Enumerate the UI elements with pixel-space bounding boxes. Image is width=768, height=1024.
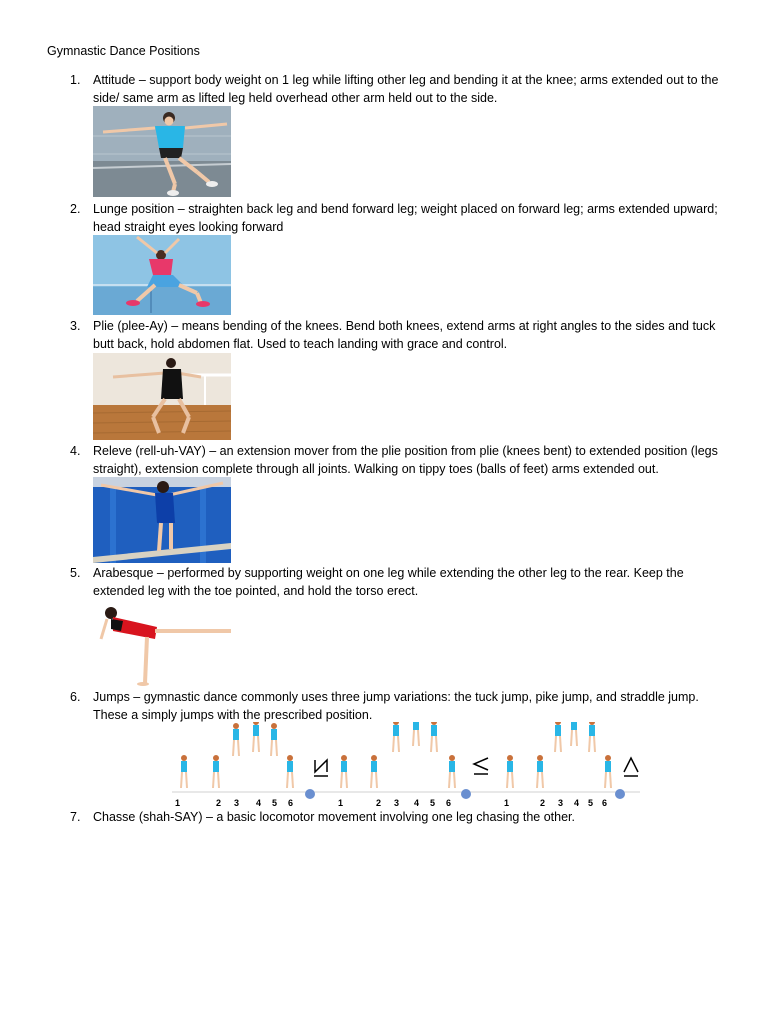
jump-step-label: 4 — [256, 798, 262, 808]
item-text: Attitude – support body weight on 1 leg while lifting other leg and bending it at the knee; arms extended out to the side/ same arm as lifted leg held overhead other arm held out to the side. — [93, 73, 719, 105]
jump-step-label: 2 — [376, 798, 382, 808]
item-number: 4. — [70, 444, 81, 458]
item-number: 2. — [70, 202, 81, 216]
item-number: 6. — [70, 690, 81, 704]
item-text: Arabesque – performed by supporting weight on one leg while extending the other leg to the rear. Keep the extended leg with the toe pointed, and hold the torso erect. — [93, 566, 684, 598]
jump-step-label: 3 — [234, 798, 240, 808]
jump-step-label: 3 — [558, 798, 564, 808]
attitude-photo — [93, 106, 231, 197]
jump-step-label: 3 — [394, 798, 400, 808]
jump-step-label: 5 — [272, 798, 278, 808]
jump-sequence-illustration — [172, 722, 640, 808]
item-text: Releve (rell-uh-VAY) – an extension mover from the plie position from plie (knees bent) to extended position (legs straight), extension complete through all joints. Walking on tippy toes (balls of feet) arms extended out. — [93, 444, 718, 476]
jump-step-label: 5 — [588, 798, 594, 808]
item-text: Plie (plee-Ay) – means bending of the knees. Bend both knees, extend arms at right angles to the sides and tuck butt back, hold abdomen flat. Used to teach landing with grace and control. — [93, 319, 716, 351]
jump-step-label: 1 — [175, 798, 181, 808]
list-item — [70, 688, 725, 724]
item-number: 7. — [70, 810, 81, 824]
item-number: 1. — [70, 73, 81, 87]
jump-step-label: 1 — [338, 798, 344, 808]
item-number: 3. — [70, 319, 81, 333]
arabesque-photo — [93, 599, 233, 687]
jump-step-label: 5 — [430, 798, 436, 808]
item-text: Jumps – gymnastic dance commonly uses three jump variations: the tuck jump, pike jump, and straddle jump. These a simply jumps with the prescribed position. — [93, 690, 699, 722]
jump-step-label: 2 — [216, 798, 222, 808]
releve-photo — [93, 477, 231, 563]
list-item — [70, 442, 725, 478]
jump-step-label: 1 — [504, 798, 510, 808]
jump-step-label: 6 — [446, 798, 452, 808]
item-text: Lunge position – straighten back leg and bend forward leg; weight placed on forward leg; arms extended upward; head straight eyes looking forward — [93, 202, 718, 234]
list-item — [70, 808, 725, 826]
item-text: Chasse (shah-SAY) – a basic locomotor movement involving one leg chasing the other. — [93, 810, 575, 824]
list-item — [70, 564, 725, 600]
plie-photo — [93, 353, 231, 440]
jump-step-label: 4 — [574, 798, 580, 808]
item-number: 5. — [70, 566, 81, 580]
page-title: Gymnastic Dance Positions — [47, 44, 200, 58]
jump-step-label: 2 — [540, 798, 546, 808]
jump-step-label: 6 — [602, 798, 608, 808]
list-item — [70, 200, 725, 236]
jump-step-label: 6 — [288, 798, 294, 808]
jump-step-label: 4 — [414, 798, 420, 808]
list-item — [70, 71, 725, 107]
lunge-photo — [93, 235, 231, 315]
list-item — [70, 317, 725, 353]
